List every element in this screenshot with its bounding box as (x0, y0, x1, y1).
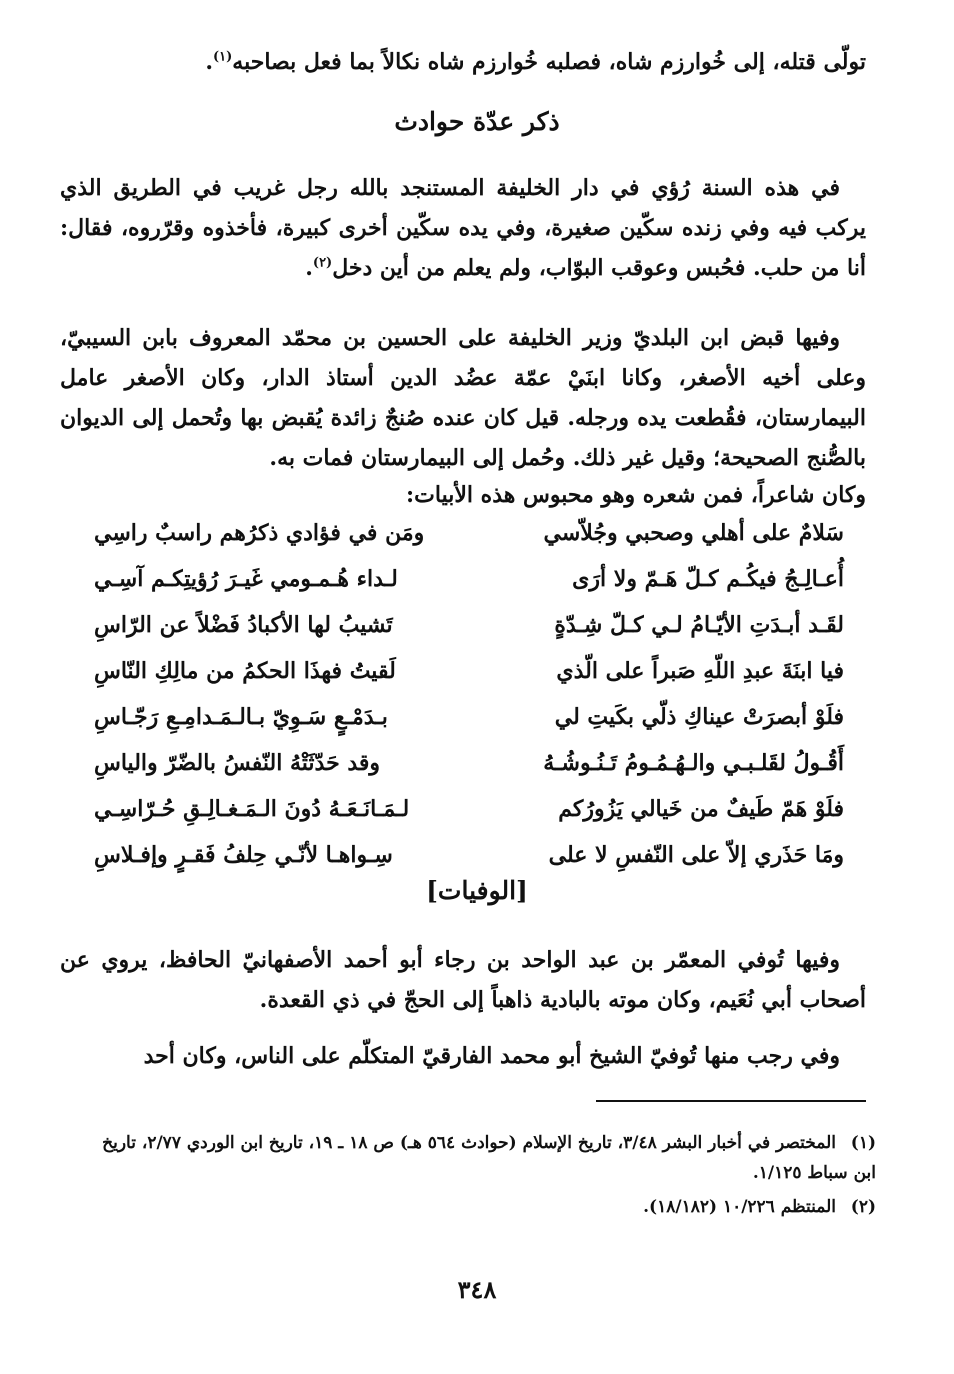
verse-first-hemistich: فيا ابنَةَ عبدِ اللّهِ صَبراً على الّذي (556, 658, 844, 684)
verse-second-hemistich: بـدَمْـعٍ سَـوِيّ بـالـمَـدامِـعِ رَجّـاسِ (94, 704, 388, 730)
paragraph-death-muammar: وفيها تُوفي المعمّر بن عبد الواحد بن رجاء أبو أحمد الأصفهانيّ الحافظ، يروي عن أصحاب أبي نُعَيم، وكان موته بالبادية ذاهباً إلى الحجّ في ذي القعدة. (60, 947, 866, 1013)
paragraph-stranger-text: في هذه السنة رُؤي في دار الخليفة المستنجد بالله رجل غريب في الطريق الذي يركب فيه وفي زنده سكّين صغيرة، وفي يده سكّين أخرى كبيرة، فأخذوه وقرّروه، فقال: أنا من حلب. فحُبس وعوقب البوّاب، ولم يعلم من أين دخل (60, 175, 866, 281)
verse-second-hemistich: ومَن في فؤادي ذكرُهم راسبٌ راسِي (94, 520, 425, 546)
verse-second-hemistich: تَشيبُ لها الأكبادُ فَضْلاً عن الرّاسِ (94, 612, 393, 638)
verse-second-hemistich: لَقيتُ فهذَا الحكمُ من مالِكِ النّاسِ (94, 658, 396, 684)
footnote-2-text: المنتظم ١٠/٢٢٦ (١٨/١٨٢). (643, 1197, 836, 1217)
verse-first-hemistich: فلَوْ أبصرَتْ عيناكِ ذلّي بكَيتِ لي (554, 704, 844, 730)
verse-second-hemistich: لـمَـانَـعَـهُ دُونَ الـمَـغـالِـقِ حُـرّاسِـي (94, 796, 410, 822)
verse-first-hemistich: فلَوْ هَمّ طَيفٌ من خَيالي يَزُورُكم (558, 796, 844, 822)
footnote-ref-2: (٢) (312, 255, 333, 271)
poem (94, 520, 844, 888)
paragraph-stranger: في هذه السنة رُؤي في دار الخليفة المستنجد بالله رجل غريب في الطريق الذي يركب فيه وفي زنده سكّين صغيرة، وفي يده سكّين أخرى كبيرة، فأخذوه وقرّروه، فقال: أنا من حلب. فحُبس وعوقب البوّاب، ولم يعلم من أين دخل$^{(٢)}$. (60, 175, 866, 281)
continuation-text: تولّى قتله، إلى خُوارزم شاه، فصلبه خُوارزم شاه نكالاً بما فعل بصاحبه (232, 49, 866, 75)
poem-verse (94, 520, 844, 566)
footnote-1 (76, 1128, 876, 1188)
section-heading-events: ذكر عدّة حوادث (394, 107, 560, 136)
verse-second-hemistich: سِـواهـا لأنّـي حِلفُ فَقـرٍ وإفـلاسِ (94, 842, 393, 868)
footnote-1-number: (١) (850, 1133, 876, 1153)
footnote-divider (596, 1100, 866, 1102)
continuation-line: تولّى قتله، إلى خُوارزم شاه، فصلبه خُوارزم شاه نكالاً بما فعل بصاحبه$^{(١)}$. (205, 49, 866, 75)
footnote-2-number: (٢) (850, 1197, 876, 1217)
verse-first-hemistich: سَلامٌ على أهلي وصحبي وجُلاّسي (543, 520, 844, 546)
footnote-ref-1: (١) (213, 49, 233, 65)
poem-verse (94, 658, 844, 704)
verse-first-hemistich: أُعـالِـجُ فيكُـم كـلّ هَـمّ ولا أرَى (572, 566, 844, 592)
poem-verse (94, 704, 844, 750)
paragraph-death-fariqi: وفي رجب منها تُوفيّ الشيخ أبو محمد الفارقيّ المتكلّم على الناس، وكان أحد (143, 1043, 840, 1069)
page-number: ٣٤٨ (457, 1275, 497, 1304)
section-heading-deaths: [الوفيات] (426, 876, 528, 905)
paragraph-arrest-text: وفيها قبض ابن البلديّ وزير الخليفة على الحسين بن محمّد المعروف بابن السيبيّ، وعلى أخيه الأصغر، وكانا ابنَيْ عمّة عضُد الدين أستاذ الدار، وكان الأصغر عامل البيمارستان، فقُطعت يده ورجله. قيل كان عنده صُنجٌ زائدة يُقبض بها وتُحمل إلى الديوان بالصُّنج الصحيحة؛ وقيل غير ذلك. وحُمل إلى البيمارستان فمات به. (60, 325, 866, 471)
paragraph-arrest (60, 318, 866, 478)
verse-first-hemistich: لقَـد أبـدَتِ الأيّـامُ لـي كـلّ شِـدّةٍ (554, 612, 844, 638)
verse-second-hemistich: لـداء هُـمـومي غَيـرَ رُؤيتِكـم آسِـي (94, 566, 398, 592)
verse-first-hemistich: أَقُـولُ لقَلـبـي والـهُـمُـومُ تَـنُـوشُـهُ (543, 750, 844, 776)
verse-second-hemistich: وقد حَدّثَتْهُ النّفسُ بالضّرّ والياسِ (94, 750, 381, 776)
poem-verse (94, 796, 844, 842)
poem-verse (94, 750, 844, 796)
footnote-1-text: المختصر في أخبار البشر ٣/٤٨، تاريخ الإسلام (حوادث ٥٦٤ هـ) ص ١٨ ـ ١٩، تاريخ ابن الوردي ٢/٧٧، تاريخ ابن سباط ١/١٢٥. (102, 1133, 876, 1183)
poem-intro: وكان شاعراً، فمن شعره وهو محبوس هذه الأبيات: (406, 482, 866, 508)
poem-verse (94, 612, 844, 658)
footnote-2 (76, 1192, 876, 1222)
poem-verse (94, 566, 844, 612)
verse-first-hemistich: ومَا حَذَري إلاّ على النّفسِ لا على (548, 842, 844, 868)
